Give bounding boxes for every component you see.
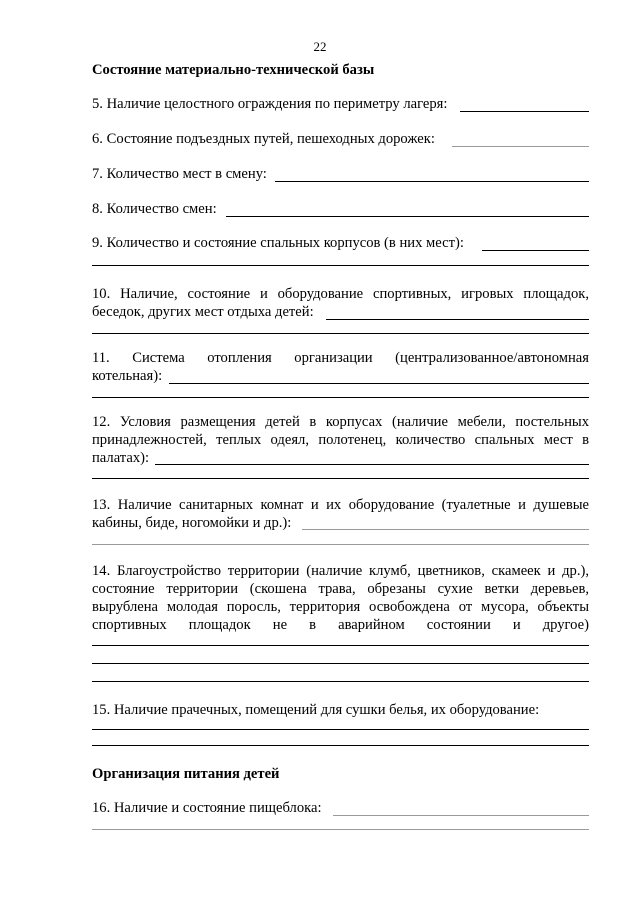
item-14-label-line2: состояние территории (скошена трава, обрезаны сухие ветки деревьев,: [92, 581, 589, 597]
section-title-material-base: Состояние материально-технической базы: [92, 62, 375, 78]
item-7-label: 7. Количество мест в смену:: [92, 166, 267, 182]
item-7-fill-line[interactable]: [275, 181, 589, 182]
item-6-label: 6. Состояние подъездных путей, пешеходных дорожек:: [92, 131, 435, 147]
item-6-fill-line[interactable]: [452, 146, 589, 147]
item-15-answer-line-1[interactable]: [92, 729, 589, 730]
item-14-answer-line-3[interactable]: [92, 681, 589, 682]
item-12-answer-line[interactable]: [92, 478, 589, 479]
item-12-label-line2: принадлежностей, теплых одеял, полотенец, количество спальных мест в: [92, 432, 589, 448]
item-13-answer-line[interactable]: [92, 544, 589, 545]
item-15-label: 15. Наличие прачечных, помещений для сушки белья, их оборудование:: [92, 702, 540, 718]
item-8-fill-line[interactable]: [226, 216, 589, 217]
item-9-fill-line[interactable]: [482, 250, 589, 251]
page-number: 22: [313, 39, 327, 54]
item-10-fill-line[interactable]: [326, 319, 589, 320]
item-16-answer-line[interactable]: [92, 829, 589, 830]
item-15-answer-line-2[interactable]: [92, 745, 589, 746]
item-5-fill-line[interactable]: [460, 111, 589, 112]
item-12-label-line3: палатах):: [92, 450, 150, 466]
item-13-fill-line[interactable]: [302, 529, 589, 530]
item-13-label-line2: кабины, биде, ногомойки и др.):: [92, 515, 292, 531]
item-14-label-line3: вырублена молодая поросль, территория освобождена от мусора, объекты: [92, 599, 589, 615]
item-5-label: 5. Наличие целостного ограждения по периметру лагеря:: [92, 96, 448, 112]
section-title-nutrition: Организация питания детей: [92, 766, 280, 782]
item-9-answer-line[interactable]: [92, 265, 589, 266]
item-14-answer-line-2[interactable]: [92, 663, 589, 664]
item-13-label-line1: 13. Наличие санитарных комнат и их оборудование (туалетные и душевые: [92, 497, 589, 513]
item-14-label-line4: спортивных площадок не в аварийном состоянии и другое): [92, 617, 589, 633]
item-10-label-line1: 10. Наличие, состояние и оборудование спортивных, игровых площадок,: [92, 286, 589, 302]
item-14-label-line1: 14. Благоустройство территории (наличие клумб, цветников, скамеек и др.),: [92, 563, 589, 579]
item-11-fill-line[interactable]: [169, 383, 589, 384]
item-11-answer-line[interactable]: [92, 397, 589, 398]
item-10-answer-line[interactable]: [92, 333, 589, 334]
item-11-label-line1: 11. Система отопления организации (централизованное/автономная: [92, 350, 589, 366]
item-11-label-line2: котельная):: [92, 368, 163, 384]
item-9-label: 9. Количество и состояние спальных корпусов (в них мест):: [92, 235, 464, 251]
item-12-label-line1: 12. Условия размещения детей в корпусах (наличие мебели, постельных: [92, 414, 589, 430]
item-14-answer-line-1[interactable]: [92, 645, 589, 646]
item-16-label: 16. Наличие и состояние пищеблока:: [92, 800, 322, 816]
item-8-label: 8. Количество смен:: [92, 201, 217, 217]
item-12-fill-line[interactable]: [155, 464, 589, 465]
item-10-label-line2: беседок, других мест отдыха детей:: [92, 304, 314, 320]
item-16-fill-line[interactable]: [333, 815, 589, 816]
